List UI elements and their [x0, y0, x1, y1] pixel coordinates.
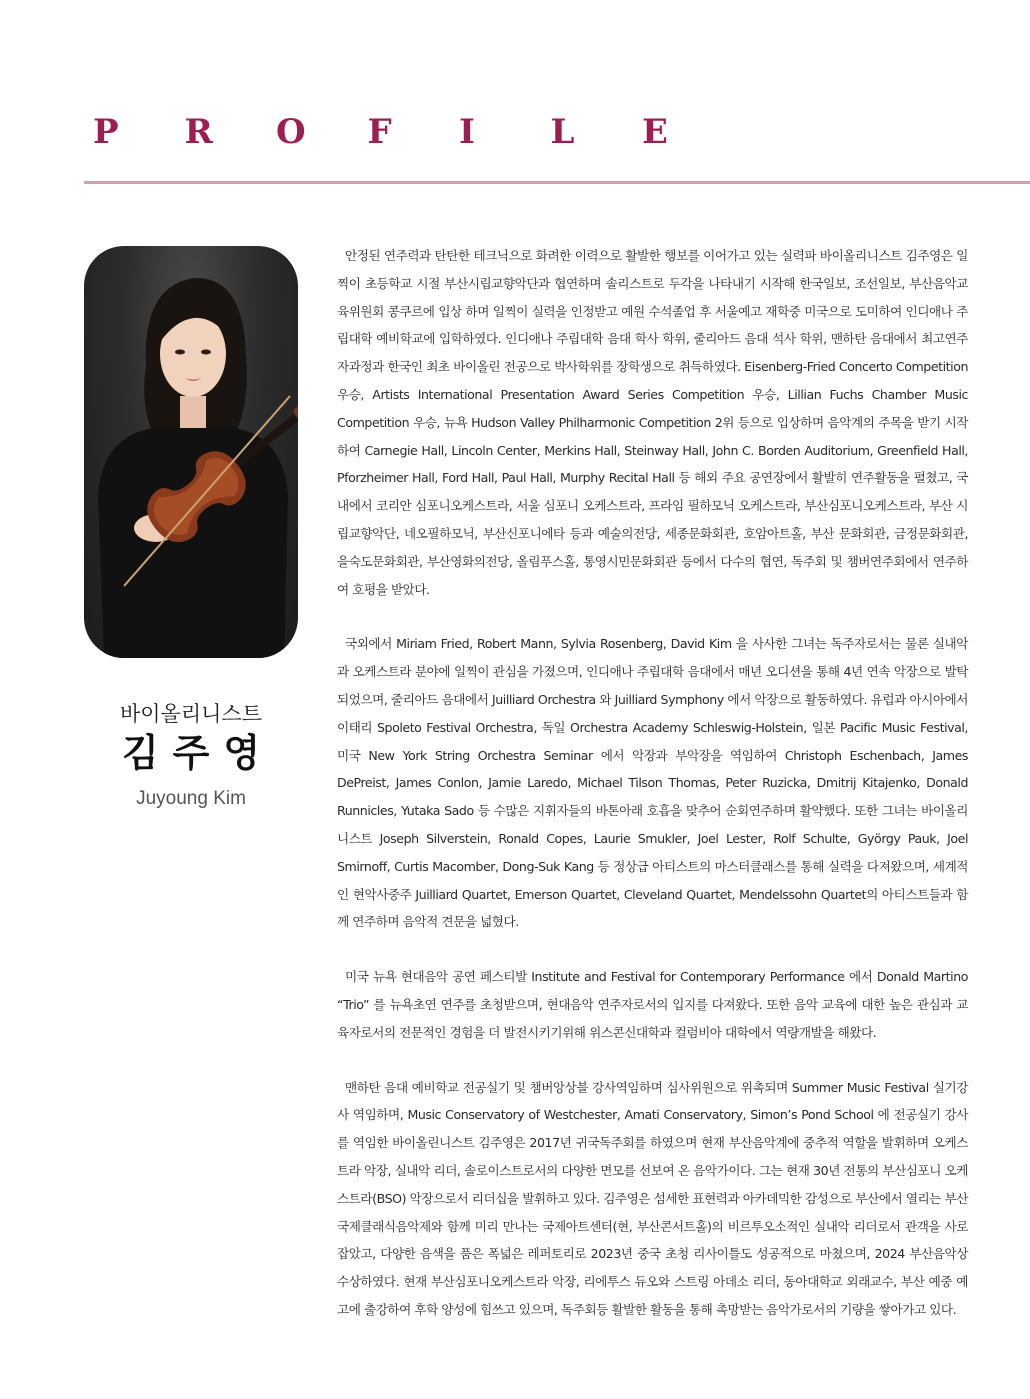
profile-role: 바이올리니스트 [119, 702, 262, 726]
heading-letter: O [276, 112, 306, 152]
heading-letter: R [184, 112, 213, 152]
heading-letter: I [459, 112, 475, 152]
bio-paragraph: 미국 뉴욕 현대음악 공연 페스티발 Institute and Festival for Contemporary Performance 에서 Donald Martino “Trio” 를 뉴욕초연 연주를 초청받으며, 현대음악 연주자로서의 입지를 다져왔다. 또한 음악 교육에 대한 높은 관심과 교육자로서의 전문적인 경험을 더 발전시키기위해 위스콘신대학과 컬럼비아 대학에서 역량개발을 해왔다. [337, 969, 968, 1040]
heading-divider [84, 181, 1030, 184]
heading-letter: P [93, 112, 119, 152]
heading-letter: F [367, 112, 392, 152]
biography-text [337, 242, 968, 1351]
heading-letter: L [550, 112, 575, 152]
bio-paragraph: 국외에서 Miriam Fried, Robert Mann, Sylvia Rosenberg, David Kim 을 사사한 그녀는 독주자로서는 물론 실내악과 오케스트라 분야에 일찍이 관심을 가졌으며, 인디애나 주립대학 음대에서 매년 오디션을 통해 4년 연속 악장으로 발탁되었으며, 줄리아드 음대에서 Juilliard Orchestra 와 Juilliard Symphony 에서 악장으로 활동하였다. 유럽과 아시아에서 이태리 Spoleto Festival Orchestra, 독일 Orchestra Academy Schleswig-Holstein, 일본 Pacific Music Festival, 미국 New York String Orchestra Seminar 에서 악장과 부악장을 역임하여 Christoph Eschenbach, James DePreist, James Conlon, Jamie Laredo, Michael Tilson Thomas, Peter Ruzicka, Dmitrij Kitajenko, Donald Runnicles, Yutaka Sado 등 수많은 지휘자들의 바톤아래 호흡을 맞추어 순회연주하며 활약했다. 또한 그녀는 바이올리니스트 Joseph Silverstein, Ronald Copes, Laurie Smukler, Joel Lester, Rolf Schulte, György Pauk, Joel Smirnoff, Curtis Macomber, Dong-Suk Kang 등 정상급 아티스트의 마스터클래스를 통해 실력을 다져왔으며, 세계적인 현악사중주 Juilliard Quartet, Emerson Quartet, Cleveland Quartet, Mendelssohn Quartet의 아티스트들과 함께 연주하며 음악적 견문을 넓혔다. [337, 636, 968, 930]
profile-name-korean: 김주영 [121, 731, 275, 775]
profile-heading [93, 112, 734, 152]
heading-letter: E [642, 112, 668, 152]
profile-name-english: Juyoung Kim [136, 788, 246, 809]
bio-paragraph: 맨하탄 음대 예비학교 전공실기 및 챔버앙상블 강사역임하며 심사위원으로 위촉되며 Summer Music Festival 실기강사 역임하며, Music Conservatory of Westchester, Amati Conservatory, Simon’s Pond School 에 전공실기 강사를 역임한 바이올린니스트 김주영은 2017년 귀국독주회를 하였으며 현재 부산음악계에 중추적 역할을 발휘하며 오케스트라 악장, 실내악 리더, 솔로이스트로서의 다양한 면모를 선보여 온 음악가이다. 그는 현재 30년 전통의 부산심포니 오케스트라(BSO) 악장으로서 리더십을 발휘하고 있다. 김주영은 섬세한 표현력과 아카데믹한 감성으로 부산에서 열리는 부산국제클래식음악제와 함께 미리 만나는 국제아트센터(현, 부산콘서트홀)의 비르투오소적인 실내악 리더로서 관객을 사로잡았고, 다양한 음색을 품은 폭넓은 레퍼토리로 2023년 중국 초청 리사이틀도 성공적으로 마쳤으며, 2024 부산음악상 수상하였다. 현재 부산심포니오케스트라 악장, 리에투스 듀오와 스트링 아데소 리더, 동아대학교 외래교수, 부산 예중 예고에 출강하여 후학 양성에 힘쓰고 있으며, 독주회등 활발한 활동을 통해 촉망받는 음악가로서의 기량을 쌓아가고 있다. [337, 1079, 968, 1317]
violinist-portrait-illustration [84, 246, 298, 658]
portrait-photo [84, 246, 298, 658]
bio-paragraph: 안정된 연주력과 탄탄한 테크닉으로 화려한 이력으로 활발한 행보를 이어가고 있는 실력파 바이올리니스트 김주영은 일찍이 초등학교 시절 부산시립교향악단과 협연하며 솔리스트로 두각을 나타내기 시작해 한국일보, 조선일보, 부산음악교육위원회 콩쿠르에 입상 하며 일찍이 실력을 인정받고 예원 수석졸업 후 서울예고 재학중 미국으로 도미하여 인디애나 주립대학 예비학교에 입학하였다. 인디애나 주립대학 음대 학사 학위, 줄리아드 음대 석사 학위, 맨하탄 음대에서 최고연주자과정과 한국인 최초 바이올린 전공으로 박사학위를 장학생으로 취득하였다. Eisenberg-Fried Concerto Competition 우승, Artists International Presentation Award Series Competition 우승, Lillian Fuchs Chamber Music Competition 우승, 뉴욕 Hudson Valley Philharmonic Competition 2위 등으로 입상하며 음악계의 주목을 받기 시작하여 Carnegie Hall, Lincoln Center, Merkins Hall, Steinway Hall, John C. Borden Auditorium, Greenfield Hall, Pforzheimer Hall, Ford Hall, Paul Hall, Murphy Recital Hall 등 해외 주요 공연장에서 활발히 연주활동을 펼쳤고, 국내에서 코리안 심포니오케스트라, 서울 심포니 오케스트라, 프라임 필하모닉 오케스트라, 부산심포니오케스트라, 부산 시립교향악단, 네오필하모닉, 부산신포니에타 등과 예술의전당, 세종문화회관, 호암아트홀, 부산 문화회관, 금정문화회관, 을숙도문화회관, 부산영화의전당, 올림푸스홀, 통영시민문화회관 등에서 다수의 협연, 독주회 및 챔버연주회에서 연주하여 호평을 받았다. [337, 248, 968, 597]
